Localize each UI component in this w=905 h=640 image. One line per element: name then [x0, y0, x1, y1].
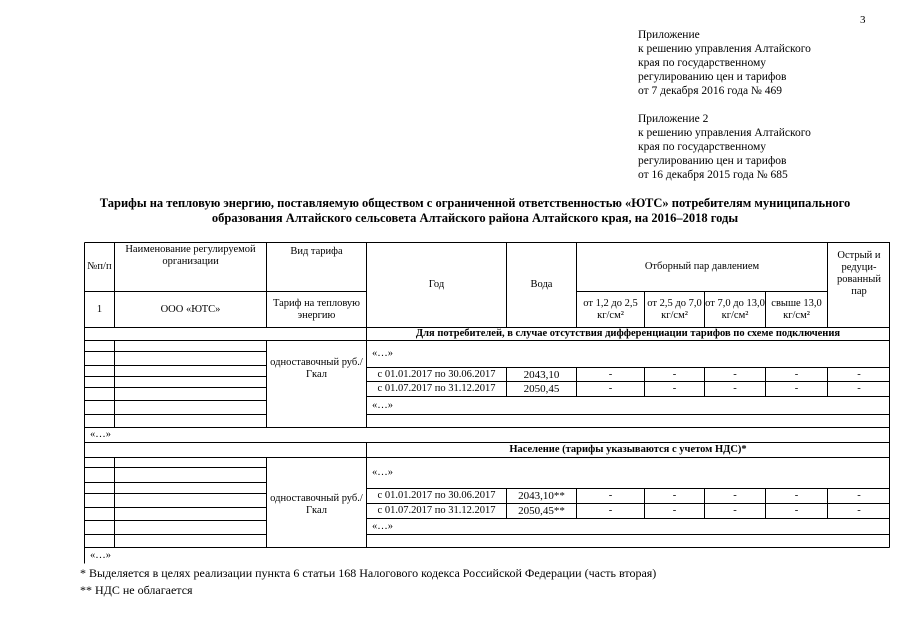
- appendix-line: края по государственному: [638, 141, 766, 153]
- ellipsis-marker: «…»: [90, 549, 111, 561]
- appendix-line: от 16 декабря 2015 года № 685: [638, 169, 788, 181]
- steam-value-cell: -: [794, 490, 799, 501]
- steam-value-cell: -: [794, 505, 799, 516]
- water-value-cell: 2050,45**: [518, 505, 565, 517]
- header-water: Вода: [530, 278, 553, 290]
- steam-value-cell: -: [733, 383, 737, 394]
- steam-value-cell: -: [672, 368, 677, 380]
- appendix-line: к решению управления Алтайского: [638, 127, 811, 139]
- tariff-name: Тариф на тепловую энергию: [272, 297, 361, 321]
- steam-value-cell: -: [733, 505, 737, 516]
- row-number: 1: [96, 303, 103, 315]
- header-organization: Наименование регулируемой организации: [125, 244, 256, 267]
- steam-value-cell: -: [608, 505, 613, 516]
- appendix-header-current: [638, 28, 811, 98]
- document-title: [60, 196, 890, 226]
- header-tariff-type: Вид тарифа: [290, 246, 343, 257]
- steam-value-cell: -: [608, 383, 613, 394]
- water-value-cell: 2043,10: [523, 368, 560, 381]
- header-steam-col-2: от 2,5 до 7,0 кг/см²: [647, 297, 702, 321]
- tariff-table: [84, 242, 890, 564]
- steam-value-cell: -: [608, 490, 613, 501]
- tariff-label: одноставочный руб./Гкал: [270, 357, 363, 380]
- appendix-line: регулированию цен и тарифов: [638, 155, 787, 167]
- ellipsis-marker: «…»: [372, 520, 393, 532]
- appendix-header-original: [638, 112, 811, 182]
- steam-value-cell: -: [733, 490, 737, 501]
- title-line-1: Тарифы на тепловую энергию, поставляемую обществом с ограниченной ответственностью «ЮТС» потребителям муниципального: [99, 196, 851, 210]
- organization-name: ООО «ЮТС»: [160, 303, 221, 315]
- appendix-line: от 7 декабря 2016 года № 469: [638, 85, 783, 97]
- header-steam-col-1: от 1,2 до 2,5 кг/см²: [583, 297, 638, 321]
- header-steam-col-3: от 7,0 до 13,0 кг/см²: [705, 297, 765, 321]
- appendix-line: края по государственному: [638, 57, 766, 69]
- steam-value-cell: -: [794, 368, 799, 380]
- section-title: Для потребителей, в случае отсутствия дифференциации тарифов по схеме подключения: [415, 328, 841, 339]
- steam-value-cell: -: [672, 383, 677, 394]
- footnote-vat: * Выделяется в целях реализации пункта 6 статьи 168 Налогового кодекса Российской Федерации (часть вторая): [80, 566, 657, 580]
- appendix-line: регулированию цен и тарифов: [638, 71, 787, 83]
- sharp-value-cell: -: [857, 490, 861, 501]
- period-cell: с 01.01.2017 по 30.06.2017: [377, 368, 496, 380]
- ellipsis-marker: «…»: [372, 399, 393, 411]
- header-steam: Отборный пар давлением: [644, 260, 760, 272]
- sharp-value-cell: -: [857, 383, 861, 394]
- title-line-2: образования Алтайского сельсовета Алтайского района Алтайского края, на 2016–2018 годы: [211, 211, 739, 225]
- steam-value-cell: -: [733, 368, 737, 380]
- header-steam-col-4: свыше 13,0 кг/см²: [771, 297, 822, 321]
- header-year: Год: [428, 278, 445, 290]
- section-title: Население (тарифы указываются с учетом НДС)*: [509, 444, 747, 455]
- sharp-value-cell: -: [857, 368, 861, 380]
- period-cell: с 01.07.2017 по 31.12.2017: [377, 505, 496, 516]
- steam-value-cell: -: [794, 383, 799, 394]
- water-value-cell: 2050,45: [523, 383, 560, 395]
- tariff-label: одноставочный руб./Гкал: [270, 493, 363, 516]
- steam-value-cell: -: [672, 505, 677, 516]
- appendix-line: Приложение: [638, 29, 700, 41]
- ellipsis-marker: «…»: [90, 429, 111, 440]
- sharp-value-cell: -: [857, 505, 861, 516]
- header-number: №п/п: [87, 260, 112, 272]
- ellipsis-marker: «…»: [372, 467, 393, 478]
- steam-value-cell: -: [608, 368, 613, 380]
- water-value-cell: 2043,10**: [518, 490, 565, 502]
- ellipsis-marker: «…»: [372, 348, 393, 359]
- steam-value-cell: -: [672, 490, 677, 501]
- period-cell: с 01.07.2017 по 31.12.2017: [377, 383, 496, 394]
- period-cell: с 01.01.2017 по 30.06.2017: [377, 490, 496, 501]
- footnote-no-vat: ** НДС не облагается: [80, 583, 193, 597]
- page-number: 3: [860, 14, 866, 26]
- appendix-line: Приложение 2: [638, 113, 709, 125]
- header-sharp-steam: Острый и редуци-рованный пар: [837, 250, 881, 297]
- appendix-line: к решению управления Алтайского: [638, 43, 811, 55]
